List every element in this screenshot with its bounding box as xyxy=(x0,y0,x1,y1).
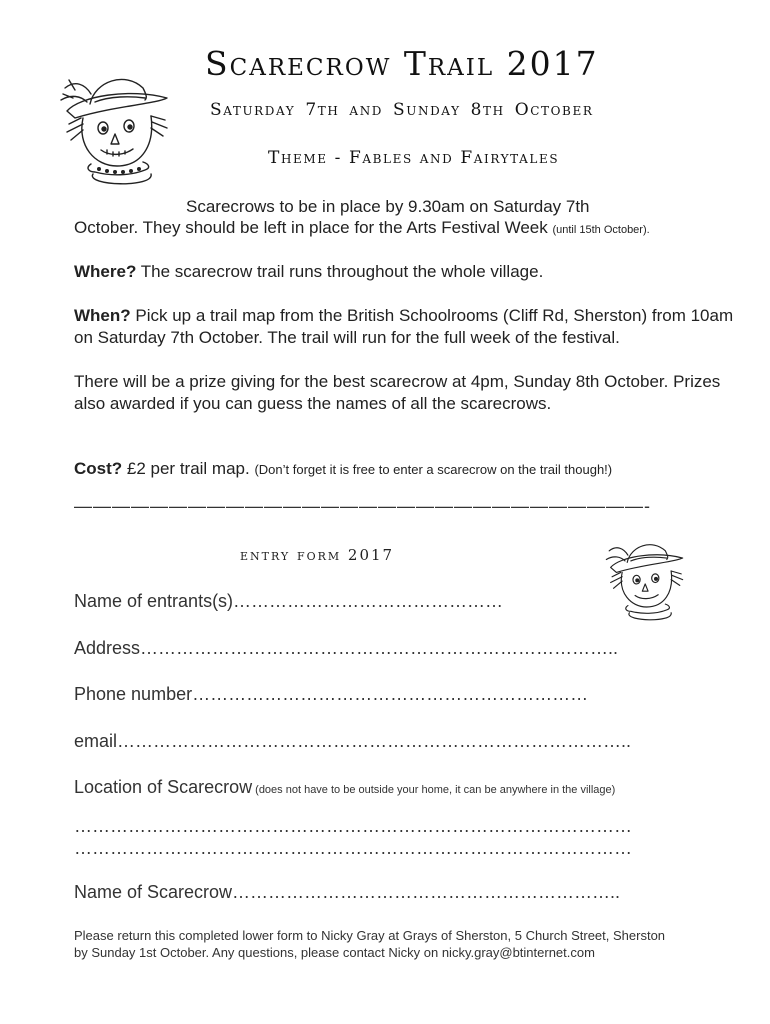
entry-form-heading: entry form 2017 xyxy=(240,546,395,564)
scarecrow-small-illustration xyxy=(602,535,692,625)
phone-field[interactable]: Phone number………………………………………………………… xyxy=(74,684,589,704)
when-label: When? xyxy=(74,306,131,325)
intro-note: (until 15th October). xyxy=(552,224,650,236)
location-note: (does not have to be outside your home, it can be anywhere in the village) xyxy=(252,784,616,796)
footer-line1: Please return this completed lower form to Nicky Gray at Grays of Sherston, 5 Church Street, Sherston xyxy=(74,928,666,943)
event-theme: Theme - Fables and Fairytales xyxy=(268,148,560,168)
cut-line-separator: ——————————————————————————————- xyxy=(74,496,651,516)
event-dates: Saturday 7th and Sunday 8th October xyxy=(210,100,594,120)
scarecrow-illustration xyxy=(55,66,180,191)
intro-text: October. They should be left in place for the Arts Festival Week xyxy=(74,218,548,237)
address-field[interactable]: Address…………………………………………………………………….. xyxy=(74,638,619,658)
return-instructions xyxy=(74,927,734,961)
location-field-line2[interactable]: ………………………………………………………………………………… xyxy=(74,838,632,858)
scarecrow-name-field[interactable]: Name of Scarecrow……………………………………………………….. xyxy=(74,882,621,902)
cost-paragraph xyxy=(74,458,734,481)
intro-line2 xyxy=(74,217,734,241)
where-text: The scarecrow trail runs throughout the whole village. xyxy=(136,262,544,281)
location-label-line xyxy=(74,777,615,798)
location-field-line1[interactable]: ………………………………………………………………………………… xyxy=(74,816,632,836)
page-title: Scarecrow Trail 2017 xyxy=(205,44,599,83)
cost-label: Cost? xyxy=(74,459,123,478)
cost-note: (Don’t forget it is free to enter a scarecrow on the trail though!) xyxy=(254,462,613,477)
email-field[interactable]: email………………………………………………………………………….. xyxy=(74,731,632,751)
where-paragraph xyxy=(74,261,734,283)
when-text: Pick up a trail map from the British Schoolrooms (Cliff Rd, Sherston) from 10am on Saturday 7th October. The trail will run for the full week of the festival. xyxy=(74,306,734,347)
location-label: Location of Scarecrow xyxy=(74,777,253,797)
cost-text: £2 per trail map. xyxy=(122,459,255,478)
intro-line1: Scarecrows to be in place by 9.30am on Saturday 7th xyxy=(186,197,590,216)
prize-paragraph: There will be a prize giving for the best scarecrow at 4pm, Sunday 8th October. Prizes also awarded if you can guess the names of all the scarecrows. xyxy=(74,372,721,413)
entrants-name-field[interactable]: Name of entrants(s)……………………………………… xyxy=(74,591,504,611)
when-paragraph xyxy=(74,305,734,349)
footer-line2: by Sunday 1st October. Any questions, please contact Nicky on nicky.gray@btinternet.com xyxy=(74,945,595,960)
where-label: Where? xyxy=(74,262,137,281)
